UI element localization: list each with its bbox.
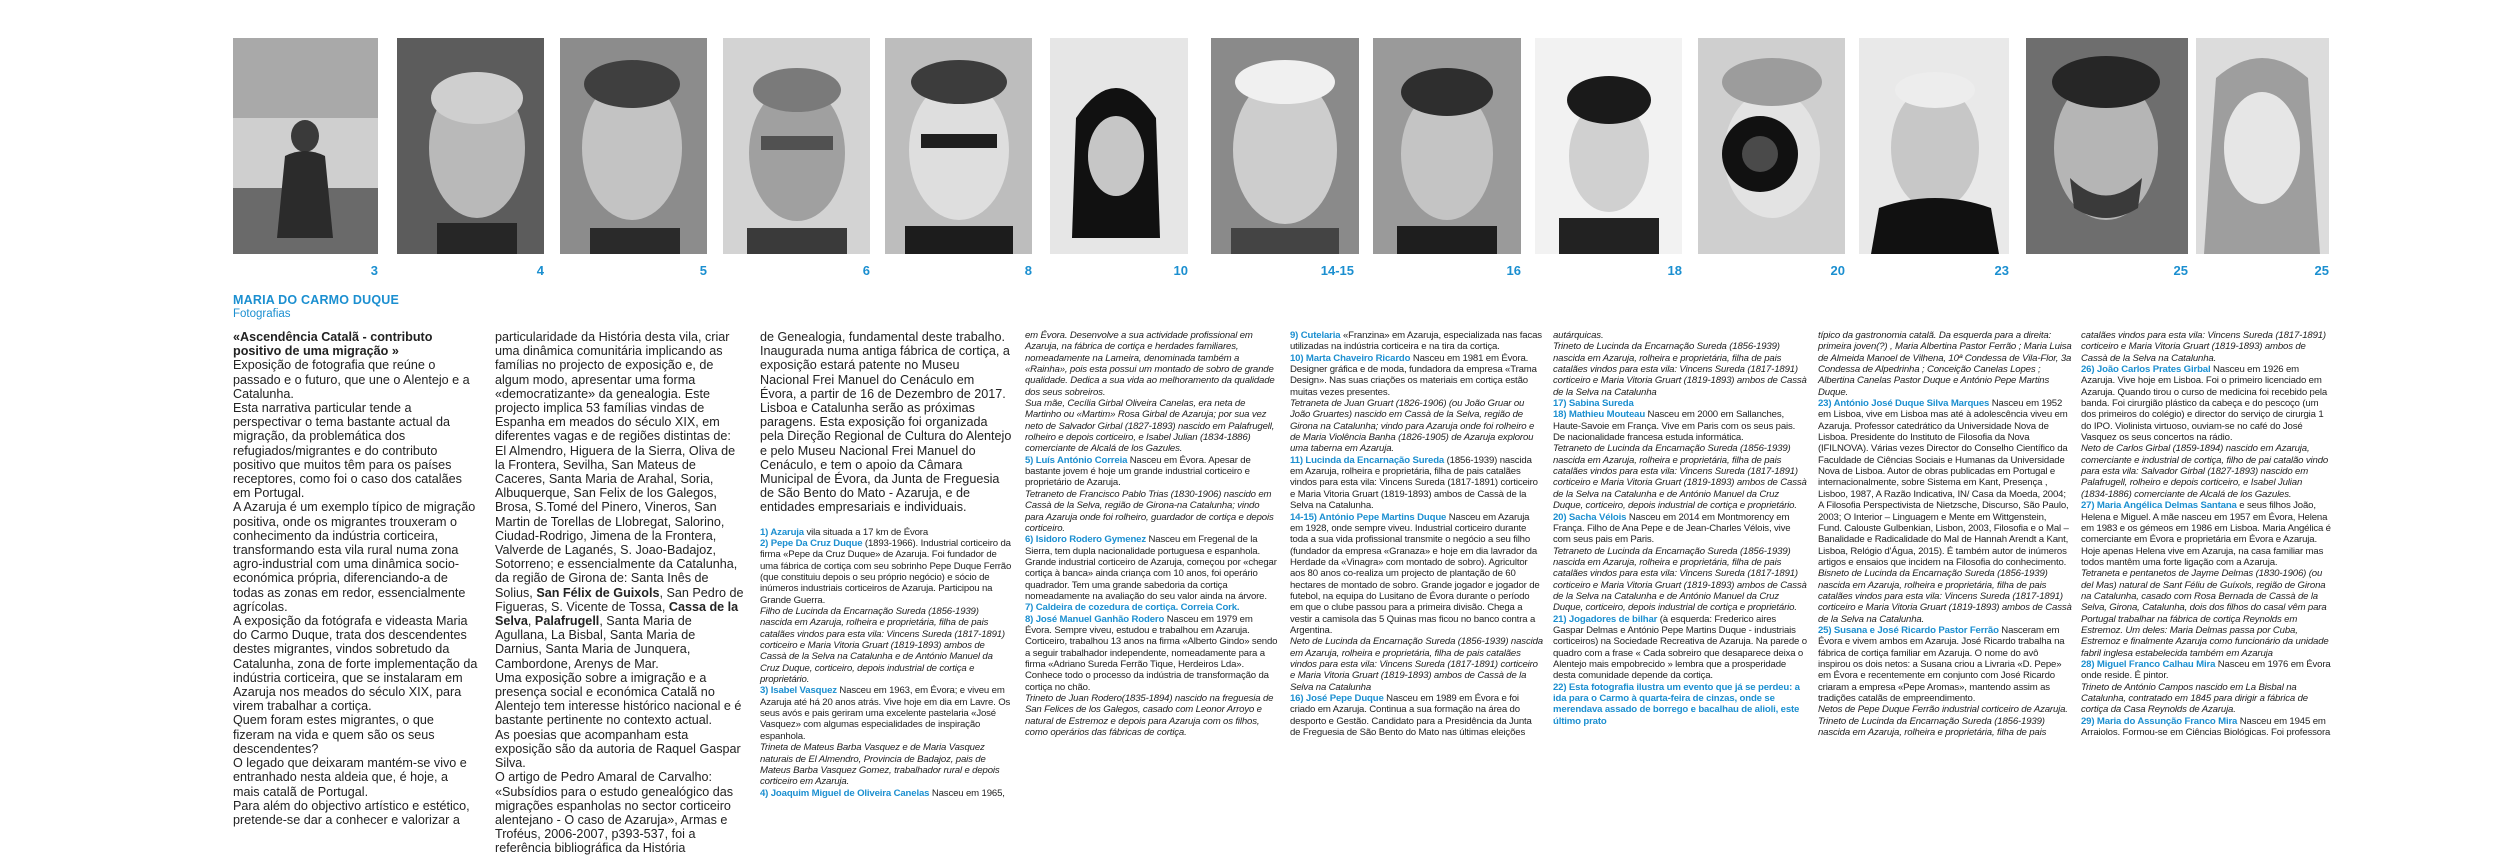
caption-genealogy: catalães vindos para esta vila: Vincens Sureda (1817-1891) corticeiro e Maria Vitoria Gruart (1819-1893) ambos de Cassà de la Selva na Catalunha.	[2081, 330, 2326, 364]
photo-2	[397, 38, 544, 254]
caption-entry	[1818, 625, 2072, 704]
caption-text: Nasceu em 1981 em Évora. Designer gráfica e de moda, fundadora da empresa «Trama Design». Nas suas criações os materiais em cortiça estão muitas vezes presentes.	[1290, 352, 1537, 398]
caption-entry	[760, 538, 1012, 606]
caption-entry	[2081, 443, 2331, 500]
photo-number: 14-15	[1320, 263, 1354, 278]
caption-heading: 1) Azaruja	[760, 526, 804, 538]
place-name: Cassa de la Selva	[495, 599, 739, 629]
caption-heading: 2) Pepe Da Cruz Duque	[760, 537, 863, 549]
caption-heading: 7) Caldeira de cozedura de cortiça. Correia Cork.	[1025, 602, 1240, 614]
photo-strip	[0, 0, 2500, 290]
caption-entry	[1025, 614, 1279, 693]
caption-text: e seus filhos João, Helena e Miguel. A mãe nasceu em 1957 em Évora, Helena em 1983 e os gémeos em 1986 em Lisboa. Maria Angélica é comerciante em Évora e proprietária em Évora e Azaruja. Hoje apenas Helena vive em Azaruja, na casa familiar mas todos mantêm uma forte ligação com a Azaruja.	[2081, 500, 2331, 568]
photo-10	[1698, 38, 1845, 254]
caption-entry	[2081, 500, 2331, 568]
entries-column-8	[2081, 330, 2331, 830]
photo-12	[2026, 38, 2188, 254]
photographer-role: Fotografias	[233, 308, 291, 320]
photo-8	[1373, 38, 1521, 254]
caption-entry	[1553, 341, 1807, 398]
caption-text: Nasceu em 1989 em Évora e foi criado em Azaruja. Continua a sua formação na área do desporto e Gestão. Candidato para a Presidência da Junta de Freguesia de São Bento do Mato nas últimas eleições	[1290, 693, 1532, 739]
caption-entry	[1818, 568, 2072, 625]
entries-column-7	[1818, 330, 2072, 830]
caption-entry	[2081, 568, 2331, 659]
caption-entry	[1553, 682, 1807, 727]
text-run: , San Pedro de Figueras, S. Vicente de Tossa,	[495, 585, 744, 614]
caption-entry	[1025, 455, 1279, 489]
caption-entry	[1025, 398, 1279, 455]
caption-entry	[1290, 512, 1544, 637]
caption-text: Nasceu em 1952 em Lisboa, vive em Lisboa mas até à adolescência viveu em Azaruja. Professor catedrático da Universidade Nova de Lisboa. Presidente do Instituto de Filosofia da Nova (IFILNOVA). Várias vezes Director do Conselho Científico da Faculdade de Ciências Sociais e Humanas da Universidade Nova de Lisboa. Autor de obras publicadas em Portugal e internacionalmente, sobre Sistema em Kant, Presença , Lisboo, 1987, A Razão Indicativa, IN/ Casa da Moeda, 2004; A Filosofia Perspectivista de Nietzsche, Discurso, São Paulo, 2003; O Interior – Linguagem e Mente em Wittgenstein, Fund. Calouste Gulbenkian, Lisbon, 2003, Filosofia e o Mal – Banalidade e Radicalidade do Mal de Hannah Arendt a Kant, Lisboa, Relógio d'Água, 2015). É também autor de inúmeros artigos e ensaios que incidem na Filosofia do conhecimento.	[1818, 398, 2069, 568]
caption-heading: 27) Maria Angélica Delmas Santana	[2081, 500, 2237, 512]
caption-entry	[760, 606, 1012, 685]
caption-genealogy: em Évora. Desenvolve a sua actividade profissional em Azaruja, na fábrica de cortiça e herdades familiares, nomeadamente na Lameira, denominada também a «Rainha», pois esta possui um montado de sobro de grande qualidade. Dedica a sua vida ao melhoramento da qualidade dos seus sobreiros.	[1025, 330, 1275, 398]
intro-paragraph: O artigo de Pedro Amaral de Carvalho: «Subsídios para o estudo genealógico das migrações espanholas no sector corticeiro alentejano - O caso de Azaruja», Armas e Troféus, 2006-2007, p393-537, foi a referência bibliográfica da História	[495, 770, 734, 856]
photo-number: 4	[536, 263, 544, 278]
place-name: Palafrugell	[534, 614, 600, 629]
caption-entry	[1290, 455, 1544, 512]
caption-genealogy: Trineto de António Campos nascido em La Bisbal na Catalunha, contratado em 1845 para dirigir a fábrica de cortiça da Casa Reynolds de Azaruja.	[2081, 681, 2308, 716]
caption-text: Nasceu em 1926 em Azaruja. Vive hoje em Lisboa. Foi o primeiro licenciado em Azaruja. Quando tirou o curso de medicina foi recebido pela banda. Foi cirurgião plástico da cabeça e do pescoço (um dos primeiros do colégio) e director do serviço de cirurgia 1 do IPO. Violinista virtuoso, ouviam-se no café do José Vasquez os seus concertos na rádio.	[2081, 364, 2328, 444]
intro-column-1	[233, 330, 478, 830]
intro-paragraph: Uma exposição sobre a imigração e a presença social e económica Catalã no Alentejo tem interesse histórico nacional e é bastante pertinente no contexto actual.	[495, 670, 742, 728]
caption-heading: 4) Joaquim Miguel de Oliveira Canelas	[760, 787, 930, 799]
caption-heading: 5) Luís António Correia	[1025, 454, 1128, 466]
intro-paragraph: O legado que deixaram mantém-se vivo e entranhado nesta aldeia que, é hoje, a mais catalã de Portugal.	[233, 756, 467, 799]
intro-paragraph	[495, 330, 745, 671]
caption-genealogy: Filho de Lucinda da Encarnação Sureda (1856-1939) nascida em Azaruja, rolheira e proprietária, filha de pais catalães vindos para esta vila: Vincens Sureda (1817-1891) corticeiro e Maria Vitoria Gruart (1819-1893) ambos de Cassà de la Selva na Catalunha e de António Manuel da Cruz Duque, corticeiro, depois industrial de cortiça e proprietário.	[760, 606, 1005, 686]
caption-heading: 18) Mathieu Mouteau	[1553, 409, 1646, 421]
caption-entry	[760, 527, 1012, 538]
caption-heading: 25) Susana e José Ricardo Pastor Ferrão	[1818, 624, 1999, 636]
caption-genealogy: típico da gastronomia catalã. Da esquerda para a direita: primeira joven(?) , Maria Albertina Pastor Ferrão ; Maria Luisa de Almeida Manoel de Vilhena, 10ª Condessa de Vila-Flor, 3a Condessa de Alpedrinha ; Conceição Canelas Lopes ; Albertina Canelas Pastor Duque e António Pepe Martins Duque.	[1818, 330, 2072, 398]
caption-heading: 14-15) António Pepe Martins Duque	[1290, 511, 1447, 523]
caption-entry	[1025, 693, 1279, 738]
caption-text: Nasceu em 1965,	[929, 787, 1005, 799]
caption-entry	[2081, 659, 2331, 682]
intro-paragraph: Para além do objectivo artístico e estético, pretende-se dar a conhecer e valorizar a	[233, 798, 470, 827]
caption-genealogy: Bisneto de Lucinda da Encarnação Sureda (1856-1939) nascida em Azaruja, rolheira e proprietária, filha de pais catalães vindos para esta vila: Vincens Sureda (1817-1891) corticeiro e Maria Vitoria Gruart (1819-1893) ambos de Cassà de la Selva na Catalunha.	[1818, 568, 2072, 625]
caption-entry	[2081, 716, 2331, 739]
caption-entry	[760, 742, 1012, 787]
intro-paragraph: A Azaruja é um exemplo típico de migração positiva, onde os migrantes trouxeram o conhecimento da indústria corticeira, transformando esta vila rural numa zona agro-industrial com uma dinâmica socio-económica própria, diferenciando-a de todas as zonas em redor, essencialmente agrícolas.	[233, 500, 476, 614]
entries-column-4	[1025, 330, 1279, 830]
caption-genealogy: Trineto de Lucinda da Encarnação Sureda (1856-1939) nascida em Azaruja, rolheira e proprietária, filha de pais catalães vindos para esta vila: Vincens Sureda (1817-1891) corticeiro e Maria Vitoria Gruart (1819-1893) ambos de Cassà de la Selva na Catalunha	[1553, 341, 1807, 398]
caption-heading: 11) Lucinda da Encarnação Sureda	[1290, 454, 1445, 466]
caption-entry	[1290, 636, 1544, 693]
caption-entry	[1290, 330, 1544, 353]
caption-text: (1856-1939) nascida em Azaruja, rolheira e proprietária, filha de pais catalães vindos para esta vila: Vincens Sureda (1817-1891) corticeiro e Maria Vitoria Gruart (1819-1893) ambos de Cassà de la Selva na Catalunha.	[1290, 454, 1538, 512]
caption-heading: 16) José Pepe Duque	[1290, 693, 1384, 704]
caption-entry	[1025, 534, 1279, 602]
photographer-credit	[233, 293, 399, 320]
caption-genealogy: Tetraneto de Lucinda da Encarnação Sureda (1856-1939) nascida em Azaruja, rolheira e proprietária, filha de pais catalães vindos para esta vila: Vincens Sureda (1817-1891) corticeiro e Maria Vitoria Gruart (1819-1893) ambos de Cassà de la Selva na Catalunha e de António Manuel da Cruz Duque, corticeiro, depois industrial de cortiça e proprietário.	[1553, 545, 1807, 614]
intro-paragraph: Exposição de fotografia que reúne o passado e o futuro, que une o Alentejo e a Catalunha.	[233, 358, 470, 401]
photo-1	[233, 38, 378, 254]
text-run: particularidade da História desta vila, criar uma dinâmica comunitária implicando as famílias no projecto de exposição e, de algum modo, apresentar uma forma «democratizante» da genealogia. Este projecto implica 53 famílias vindas de Espanha em meados do século XIX, em diferentes vagas e de regiões distintas de: El Almendro, Higuera de la Sierra, Oliva de la Frontera, Sevilha, San Mateus de Caceres, Santa Maria de Arahal, Soria, Albuquerque, San Felix de los Galegos, Brosa, S.Tomé del Pinero, Vineros, San Martin de Torellas de Llobregat, Salorino, Ciudad-Rodrigo, Jimena de la Frontera, Valverde de Laganés, S. Joao-Badajoz, Sotorreno; e essencialmente da Catalunha, da região de Girona de: Santa Inês de Solius,	[495, 330, 738, 600]
photo-number: 8	[1024, 263, 1032, 278]
caption-entry	[1553, 409, 1807, 443]
photo-number: 25	[2173, 263, 2188, 278]
text-run: , Santa Maria de Agullana, La Bisbal, Santa Maria de Darnius, Santa Maria de Junquera, Cambordone, Arenys de Mar.	[495, 614, 696, 671]
caption-text: Nasceu em 1976 em Évora onde reside. É pintor.	[2081, 658, 2331, 682]
photo-6	[1050, 38, 1188, 254]
caption-entry	[1290, 693, 1544, 738]
photo-11	[1859, 38, 2009, 254]
caption-text: Nasceu em Fregenal de la Sierra, tem dupla nacionalidade portuguesa e espanhola. Grande industrial corticeiro de Azaruja, começou por «chegar cortiça à banca» ainda criança com 10 anos, foi operário quadrador. Tem uma grande sabedoria da cortiça nomeadamente na avaliação do seu valor ainda na árvore.	[1025, 534, 1277, 602]
caption-heading: 29) Maria do Assunção Franco Mira	[2081, 715, 2238, 727]
caption-heading: 22) Esta fotografia ilustra um evento que já se perdeu: a ida para o Carmo à quarta-feira de cinzas, onde se merendava assado de borrego e bacalhau de alioli, este último prato	[1553, 681, 1800, 727]
caption-text: Nasceu em 1979 em Évora. Sempre viveu, estudou e trabalhou em Azaruja. Corticeiro, trabalhou 13 anos na firma «Alberto Gindo» sendo a seguir trabalhador independente, nomeadamente para a firma «Adriano Sureda Ferrão Tique, Herdeiros Lda». Conhece todo o processo da indústria de transformação da cortiça no chão.	[1025, 613, 1278, 693]
intro-paragraph: de Genealogia, fundamental deste trabalho. Inaugurada numa antiga fábrica de cortiça, a exposição estará patente no Museu Nacional Frei Manuel do Cenáculo em Évora, a partir de 16 de Dezembro de 2017. Lisboa e Catalunha serão as próximas paragens. Esta exposição foi organizada pela Direção Regional de Cultura do Alentejo e pelo Museu Nacional Frei Manuel do Cenáculo, e tem o apoio da Câmara Municipal de Évora, da Junta de Freguesia de São Bento do Mato - Azaruja, e de entidades empresariais e individuais.	[760, 330, 1012, 515]
entries-column-3	[760, 527, 1012, 799]
photo-number: 25	[2314, 263, 2329, 278]
caption-genealogy: Neto de Lucinda da Encarnação Sureda (1856-1939) nascida em Azaruja, rolheira e proprietária, filha de pais catalães vindos para esta vila: Vincens Sureda (1817-1891) corticeiro e Maria Vitoria Gruart (1819-1893) ambos de Cassà de la Selva na Catalunha	[1290, 636, 1543, 693]
caption-genealogy: Tetraneto de Francisco Pablo Trias (1830-1906) nascido em Cassà de la Selva, região de Girona-na Catalunha; vindo para Azaruja onde foi rolheiro, guardador de cortiça e depois corticeiro.	[1025, 488, 1274, 534]
photo-9	[1535, 38, 1682, 254]
photo-number: 18	[1667, 263, 1682, 278]
caption-genealogy: Sua mãe, Cecília Girbal Oliveira Canelas, era neta de Martinho ou «Martim» Rosa Girbal de Azaruja; por sua vez neto de Salvador Girbal (1827-1893) nascido em Palafrugell, rolheiro e depois corticeiro, e Isabel Julian (1834-1886) comerciante de Alcalá de los Gazules.	[1025, 398, 1275, 455]
caption-entry	[1553, 443, 1807, 511]
photo-number: 6	[862, 263, 870, 278]
caption-entry	[2081, 682, 2331, 716]
caption-entry	[1553, 398, 1807, 409]
caption-entry	[1553, 330, 1807, 341]
caption-text: Nasceu em 1963, em Évora; e viveu em Azaruja até há 20 anos atrás. Vive hoje em dia em Lavre. Os seus avós e pais geriram uma excelente pastelaria «José Vasquez» com algumas especialidades de inspiração espanhola.	[760, 685, 1011, 742]
caption-entry	[1818, 398, 2072, 568]
caption-entry	[1025, 330, 1279, 398]
caption-heading: 10) Marta Chaveiro Ricardo	[1290, 352, 1411, 364]
caption-text: Nasceu em Azaruja em 1928, onde sempre viveu. Industrial corticeiro durante toda a sua vida profissional transmite o negócio a seu filho (fundador da empresa «Granaza» e hoje em dia lavrador da Herdade da «Vinagra» com montado de sobro). Agricultor aos 80 anos co-realiza um projecto de plantação de 60 hectares de montado de sobro. Grande jogador e jogador de futebol, na equipa do Lusitano de Évora durante o período em que o clube passou para a primeira divisão. Chega a vestir a camisola das 5 Quinas mas ficou no banco contra a Argentina.	[1290, 511, 1540, 636]
caption-genealogy: Trineta de Mateus Barba Vasquez e de Maria Vasquez naturais de El Almendro, Provincia de Badajoz, pais de Mateus Barba Vasquez Gomez, trabalhador rural e depois corticeiro em Azaruja.	[760, 742, 1000, 788]
intro-column-2	[495, 330, 745, 856]
caption-heading: 9) Cutelaria	[1290, 330, 1341, 341]
photo-number: 23	[1994, 263, 2009, 278]
photo-number: 5	[699, 263, 707, 278]
caption-heading: 26) João Carlos Prates Girbal	[2081, 364, 2211, 376]
caption-heading: 6) Isidoro Rodero Gymenez	[1025, 534, 1146, 546]
caption-entry	[2081, 330, 2331, 364]
entries-column-6	[1553, 330, 1807, 830]
photographer-name: MARIA DO CARMO DUQUE	[233, 293, 400, 307]
photo-number: 3	[370, 263, 378, 278]
intro-paragraph: Quem foram estes migrantes, o que fizeram na vida e quem são os seus descendentes?	[233, 713, 435, 756]
photo-number: 16	[1506, 263, 1521, 278]
caption-entry	[1290, 398, 1544, 455]
caption-text: Nasceram em Évora e vivem ambos em Azaruja. José Ricardo trabalha na fábrica de cortiça familiar em Azaruja. O nome do avô inspirou os dois netos: a Susana criou a Livraria «D. Pepe» em Évora e recentemente em conjunto com José Ricardo criaram a empresa «Pepe Aromas», mantendo assim as tradições catalãs de empreendimento.	[1818, 624, 2065, 704]
caption-text: «Franzina» em Azaruja, especializada nas facas utilizadas na indústria corticeira e na tira da cortiça.	[1290, 330, 1542, 353]
photo-4	[723, 38, 870, 254]
intro-title: «Ascendência Catalã - contributo positivo de uma migração »	[233, 330, 433, 359]
photo-3	[560, 38, 707, 254]
caption-heading: 23) António José Duque Silva Marques	[1818, 398, 1990, 410]
caption-heading: 8) José Manuel Ganhão Rodero	[1025, 613, 1165, 625]
caption-heading: 21) Jogadores de bilhar	[1553, 613, 1658, 625]
entries-column-5	[1290, 330, 1544, 830]
caption-text: Nasceu em Évora. Apesar de bastante jovem é hoje um grande industrial corticeiro e proprietário de Azaruja.	[1025, 454, 1251, 489]
photo-number: 20	[1830, 263, 1845, 278]
caption-genealogy: Tetraneto de Lucinda da Encarnação Sureda (1856-1939) nascida em Azaruja, rolheira e proprietária, filha de pais catalães vindos para esta vila: Vincens Sureda (1817-1891) corticeiro e Maria Vitoria Gruart (1819-1893) ambos de Cassà de la Selva na Catalunha e de António Manuel da Cruz Duque, corticeiro, depois industrial de cortiça e proprietário.	[1553, 443, 1807, 512]
caption-entry	[1553, 512, 1807, 546]
caption-entry	[760, 685, 1012, 742]
caption-genealogy: Trineto de Juan Rodero(1835-1894) nascido na freguesia de San Felices de los Galegos, casado com Leonor Arroyo e natural de Estremoz e depois para Azaruja com os filhos, como operários das fábricas de cortiça.	[1025, 693, 1274, 739]
caption-heading: 20) Sacha Vélois	[1553, 511, 1627, 523]
caption-heading: 17) Sabina Sureda	[1553, 398, 1634, 410]
column-3	[760, 330, 1012, 830]
caption-entry	[1553, 614, 1807, 682]
caption-text: Nasceu em 1945 em Arraiolos. Formou-se em Ciências Biológicas. Foi professora	[2081, 715, 2331, 739]
intro-paragraph: A exposição da fotógrafa e videasta Maria do Carmo Duque, trata dos descendentes destes migrantes, vindos sobretudo da Catalunha, zona de forte implementação da indústria corticeira, que se instalaram em Azaruja nos meados do século XIX, para virem trabalhar a cortiça.	[233, 614, 478, 714]
caption-genealogy: Netos de Pepe Duque Ferrão industrial corticeiro de Azaruja. Trineto de Lucinda da Encarnação Sureda (1856-1939) nascida em Azaruja, rolheira e proprietária, filha de pais	[1818, 704, 2068, 739]
caption-text: vila situada a 17 km de Évora	[804, 526, 929, 538]
intro-paragraph: Esta narrativa particular tende a perspectivar o tema bastante actual da migração, da problemática dos refugiados/migrantes e do contributo positivo que muitos têm para os países receptores, como foi o caso dos catalães em Portugal.	[233, 401, 462, 501]
caption-genealogy: Tetraneta e pentanetos de Jayme Delmas (1830-1906) (ou del Mas) natural de Sant Féliu de Guíxols, região de Girona na Catalunha, casado com Rosa Bernada de Cassà de la Selva, Girona, Catalunha, dois dos filhos do casal vêm para Portugal trabalhar na fábrica de cortiça Reynolds em Estremoz. Um deles: Maria Delmas passa por Cuba, Estremoz e finalmente Azaruja como funcionário da unidade fabril inglesa estabelecida também em Azaruja	[2081, 568, 2329, 659]
place-name: San Félix de Guixols	[536, 585, 660, 600]
caption-text: (à esquerda: Frederico aires Gaspar Delmas e António Pepe Martins Duque - industriais corticeiros) na Sociedade Recreativa de Azaruja. Na parede o quadro com a frase « Cada sobreiro que desaparece deixa o Alentejo mais empobrecido » lembra que a prosperidade desta comunidade depende da cortiça.	[1553, 613, 1807, 682]
caption-text: (1893-1966). Industrial corticeiro da firma «Pepe da Cruz Duque» de Azaruja. Foi fundador de uma fábrica de cortiça com seu sobrinho Pepe Duque Ferrão (que constituiu depois o seu próprio negócio) e sócio de inúmeros industriais corticeiros de Azaruja. Participou na Grande Guerra.	[760, 537, 1012, 606]
caption-text: Nasceu em 2000 em Sallanches, Haute-Savoie em França. Vive em Paris com os seus pais. De nacionalidade francesa estuda informática.	[1553, 409, 1796, 444]
caption-entry	[1818, 330, 2072, 398]
intro-paragraph: As poesias que acompanham esta exposição são da autoria de Raquel Gaspar Silva.	[495, 727, 741, 771]
caption-entry	[1818, 704, 2072, 738]
caption-heading: 28) Miguel Franco Calhau Mira	[2081, 658, 2216, 670]
photo-13	[2196, 38, 2329, 254]
caption-text: Nasceu em 2014 em Montmorency em França. Filho de Ana Pepe e de Jean-Charles Vélois, vive com seus pais em Paris.	[1553, 511, 1791, 546]
caption-entry	[2081, 364, 2331, 443]
caption-entry	[760, 788, 1012, 799]
caption-genealogy: Neto de Carlos Girbal (1859-1894) nascido em Azaruja, comerciante e industrial de cortiça, filho de pai catalão vindo para esta vila: Salvador Girbal (1827-1893) nascido em Palafrugell, rolheiro e depois corticeiro, e Isabel Julian (1834-1886) comerciante de Alcalá de los Gazules.	[2081, 443, 2329, 500]
photo-number: 10	[1173, 263, 1188, 278]
caption-entry	[1025, 602, 1279, 613]
caption-genealogy: Tetraneta de Juan Gruart (1826-1906) (ou João Gruar ou João Gruartes) nascido em Cassà de la Selva, região de Girona na Catalunha; vindo para Azaruja onde foi rolheiro e de Maria Violência Banha (1826-1905) de Azaruja explorou uma taberna em Azaruja.	[1290, 398, 1535, 455]
caption-entry	[1025, 489, 1279, 534]
caption-entry	[1290, 353, 1544, 398]
caption-entry	[1553, 546, 1807, 614]
photo-7	[1211, 38, 1359, 254]
caption-genealogy: autárquicas.	[1553, 330, 1604, 341]
text-run: ,	[527, 614, 535, 629]
caption-heading: 3) Isabel Vasquez	[760, 685, 837, 697]
photo-5	[885, 38, 1032, 254]
